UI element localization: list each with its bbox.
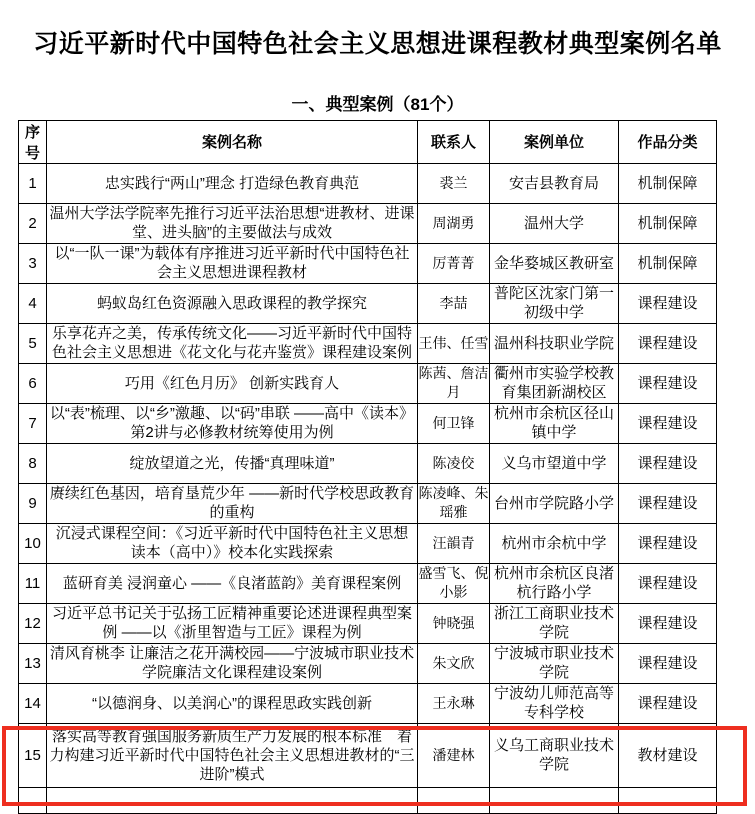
contact-cell: 朱文欣	[418, 643, 490, 683]
case-name-cell: 以“一队一课”为载体有序推进习近平新时代中国特色社会主义思想进课程教材	[47, 243, 418, 283]
table-row	[19, 563, 717, 603]
document	[0, 30, 755, 812]
row-number-cell: 5	[19, 323, 47, 363]
contact-cell: 潘建林	[418, 723, 490, 787]
row-number-cell: 2	[19, 203, 47, 243]
contact-cell: 李喆	[418, 283, 490, 323]
header-unit: 案例单位	[490, 120, 619, 163]
unit-cell: 浙江工商职业技术学院	[490, 603, 619, 643]
case-table	[18, 120, 717, 814]
table-row	[19, 683, 717, 723]
category-cell: 机制保障	[619, 163, 717, 203]
section-heading: 一、典型案例（81个）	[291, 94, 464, 114]
contact-cell: 周湖勇	[418, 203, 490, 243]
category-cell: 课程建设	[619, 563, 717, 603]
case-name-cell: 蚂蚁岛红色资源融入思政课程的教学探究	[47, 283, 418, 323]
contact-cell: 盛雪飞、倪小影	[418, 563, 490, 603]
table-row	[19, 443, 717, 483]
table-row-partial	[19, 787, 717, 813]
table-header-row	[19, 120, 717, 163]
header-contact: 联系人	[418, 120, 490, 163]
contact-cell: 陈凌佼	[418, 443, 490, 483]
row-number-cell: 4	[19, 283, 47, 323]
category-cell: 机制保障	[619, 203, 717, 243]
row-number-cell: 10	[19, 523, 47, 563]
row-number-cell: 7	[19, 403, 47, 443]
row-number-cell: 14	[19, 683, 47, 723]
case-name-cell: 沉浸式课程空间：《习近平新时代中国特色社主义思想读本（高中）》校本化实践探索	[47, 523, 418, 563]
unit-cell: 普陀区沈家门第一初级中学	[490, 283, 619, 323]
contact-cell: 王永琳	[418, 683, 490, 723]
case-name-cell: 清风育桃李 让廉洁之花开满校园——宁波城市职业技术学院廉洁文化课程建设案例	[47, 643, 418, 683]
unit-cell: 宁波城市职业技术学院	[490, 643, 619, 683]
table-row	[19, 203, 717, 243]
page-title: 习近平新时代中国特色社会主义思想进课程教材典型案例名单	[33, 29, 722, 58]
case-name-cell: 习近平总书记关于弘扬工匠精神重要论述进课程典型案例 ——以《浙里智造与工匠》课程为例	[47, 603, 418, 643]
table-row	[19, 603, 717, 643]
row-number-cell: 12	[19, 603, 47, 643]
category-cell: 课程建设	[619, 483, 717, 523]
unit-cell: 义乌市望道中学	[490, 443, 619, 483]
category-cell: 课程建设	[619, 523, 717, 563]
category-cell: 教材建设	[619, 723, 717, 787]
case-name-cell: 巧用《红色月历》 创新实践育人	[47, 363, 418, 403]
table-row	[19, 163, 717, 203]
category-cell: 课程建设	[619, 443, 717, 483]
case-name-cell: 绽放望道之光，传播“真理味道”	[47, 443, 418, 483]
row-number-cell: 11	[19, 563, 47, 603]
table-row	[19, 363, 717, 403]
table-row	[19, 523, 717, 563]
unit-cell: 金华婺城区教研室	[490, 243, 619, 283]
unit-cell: 衢州市实验学校教育集团新湖校区	[490, 363, 619, 403]
case-name-cell: 蓝研育美 浸润童心 ——《良渚蓝韵》美育课程案例	[47, 563, 418, 603]
case-name-cell: 忠实践行“两山”理念 打造绿色教育典范	[47, 163, 418, 203]
table-row	[19, 323, 717, 363]
row-number-cell: 1	[19, 163, 47, 203]
unit-cell: 安吉县教育局	[490, 163, 619, 203]
category-cell: 课程建设	[619, 283, 717, 323]
table-row-highlighted	[19, 723, 717, 787]
unit-cell: 宁波幼儿师范高等专科学校	[490, 683, 619, 723]
table-row	[19, 643, 717, 683]
case-name-cell: 赓续红色基因，培育垦荒少年 ——新时代学校思政教育的重构	[47, 483, 418, 523]
unit-cell: 杭州市余杭中学	[490, 523, 619, 563]
unit-cell: 温州科技职业学院	[490, 323, 619, 363]
table-row	[19, 243, 717, 283]
table-row	[19, 483, 717, 523]
row-number-cell: 9	[19, 483, 47, 523]
case-name-cell: 以“表”梳理、以“乡”激趣、以“码”串联 ——高中《读本》第2讲与必修教材统筹使用为例	[47, 403, 418, 443]
category-cell: 课程建设	[619, 683, 717, 723]
row-number-cell: 13	[19, 643, 47, 683]
row-number-cell: 8	[19, 443, 47, 483]
unit-cell: 杭州市余杭区径山镇中学	[490, 403, 619, 443]
category-cell: 课程建设	[619, 643, 717, 683]
table-row	[19, 283, 717, 323]
header-case-name: 案例名称	[47, 120, 418, 163]
contact-cell: 汪韻青	[418, 523, 490, 563]
header-category: 作品分类	[619, 120, 717, 163]
table-row	[19, 403, 717, 443]
case-name-cell: “以德润身、以美润心”的课程思政实践创新	[47, 683, 418, 723]
unit-cell: 温州大学	[490, 203, 619, 243]
contact-cell: 厉菁菁	[418, 243, 490, 283]
unit-cell: 杭州市余杭区良渚杭行路小学	[490, 563, 619, 603]
category-cell: 课程建设	[619, 363, 717, 403]
row-number-cell: 15	[19, 723, 47, 787]
contact-cell: 钟晓强	[418, 603, 490, 643]
category-cell: 课程建设	[619, 323, 717, 363]
category-cell: 课程建设	[619, 403, 717, 443]
contact-cell: 何卫锋	[418, 403, 490, 443]
contact-cell: 裘兰	[418, 163, 490, 203]
row-number-cell: 3	[19, 243, 47, 283]
case-name-cell: 温州大学法学院率先推行习近平法治思想“进教材、进课堂、进头脑”的主要做法与成效	[47, 203, 418, 243]
category-cell: 机制保障	[619, 243, 717, 283]
row-number-cell: 6	[19, 363, 47, 403]
contact-cell: 陈茜、詹洁月	[418, 363, 490, 403]
contact-cell: 王伟、任雪	[418, 323, 490, 363]
contact-cell: 陈凌峰、朱瑶雅	[418, 483, 490, 523]
category-cell: 课程建设	[619, 603, 717, 643]
case-name-cell: 乐享花卉之美，传承传统文化——习近平新时代中国特色社会主义思想进《花文化与花卉鉴赏》课程建设案例	[47, 323, 418, 363]
unit-cell: 义乌工商职业技术学院	[490, 723, 619, 787]
header-no: 序号	[19, 120, 47, 163]
unit-cell: 台州市学院路小学	[490, 483, 619, 523]
case-name-cell: 落实高等教育强国服务新质生产力发展的根本标准 着力构建习近平新时代中国特色社会主义思想进教材的“三进阶”模式	[47, 723, 418, 787]
